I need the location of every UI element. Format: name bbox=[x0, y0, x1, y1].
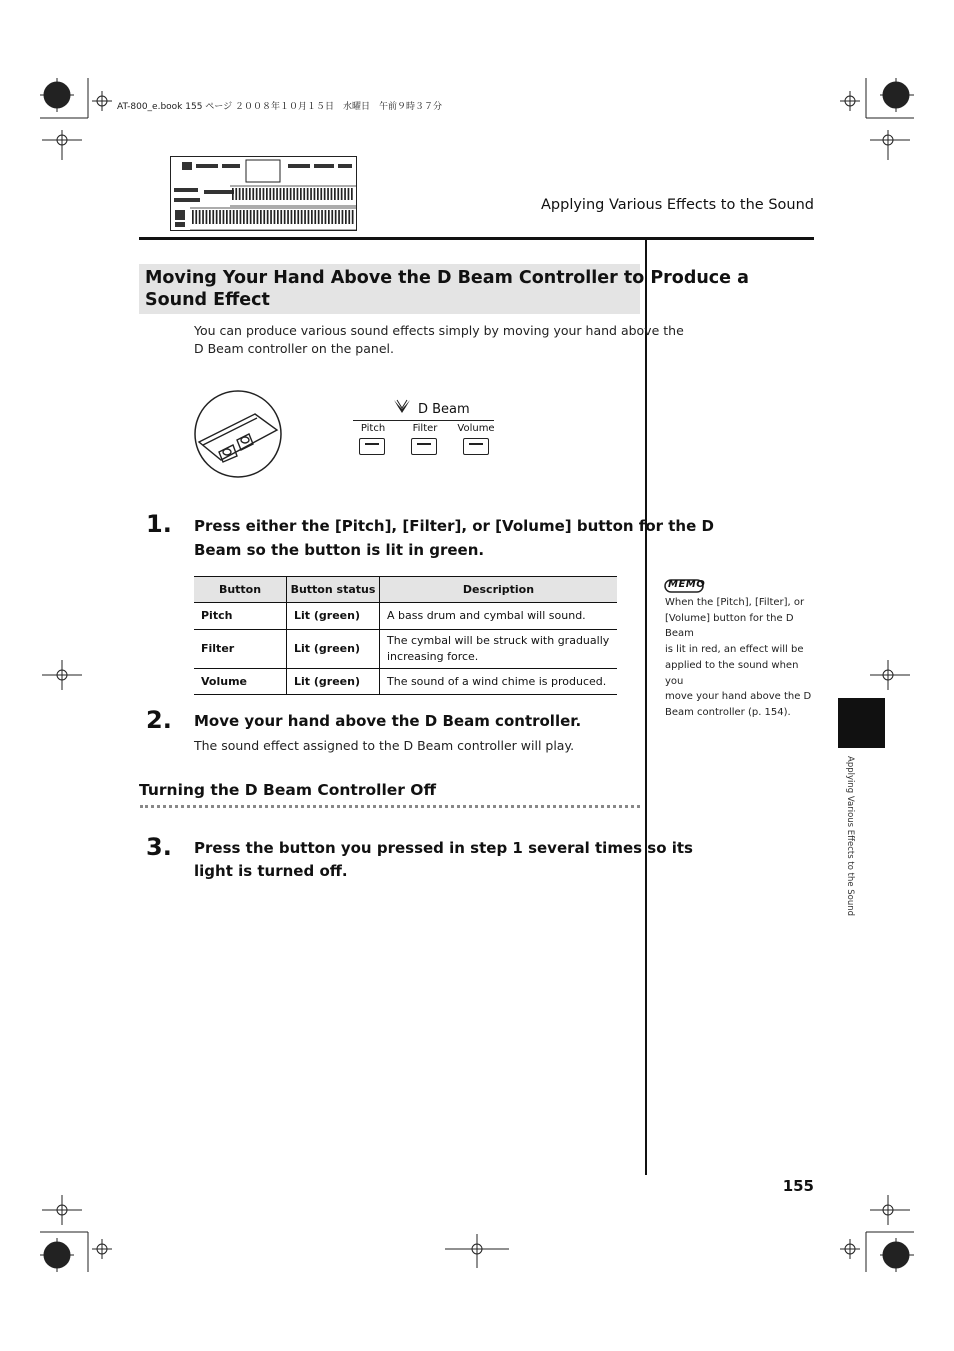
chapter-tab bbox=[838, 698, 885, 748]
dbeam-label-rule bbox=[353, 420, 494, 421]
button-status-table bbox=[194, 576, 617, 695]
dbeam-volume-button[interactable] bbox=[463, 438, 489, 455]
table-row bbox=[194, 630, 617, 669]
dbeam-filter-button[interactable] bbox=[411, 438, 437, 455]
dbeam-label: D Beam bbox=[418, 402, 470, 417]
section-heading-box bbox=[139, 264, 749, 314]
table-cell-status: Lit (green) bbox=[287, 669, 380, 695]
memo-line: Beam controller (p. 154). bbox=[665, 706, 791, 718]
dbeam-logo-icon bbox=[392, 399, 412, 414]
description-text: The sound of a wind chime is produced. bbox=[387, 674, 607, 688]
step-3-line2: light is turned off. bbox=[194, 862, 348, 880]
step-2-line1: Move your hand above the D Beam controller. bbox=[194, 712, 582, 730]
step-3-line1: Press the button you pressed in step 1 several times so its bbox=[194, 839, 693, 857]
table-header-button: Button bbox=[194, 577, 287, 603]
memo-body bbox=[665, 595, 813, 721]
table-cell-button: Volume bbox=[194, 669, 287, 695]
organ-panel-thumbnail bbox=[170, 156, 357, 231]
section-title-line1: Moving Your Hand Above the D Beam Controller to Produce a bbox=[145, 268, 749, 288]
memo-line: move your hand above the D bbox=[665, 691, 812, 703]
subsection-title: Turning the D Beam Controller Off bbox=[139, 781, 437, 799]
step-1-line1: Press either the [Pitch], [Filter], or [Volume] button for the D bbox=[194, 517, 714, 535]
dbeam-pitch-button[interactable] bbox=[359, 438, 385, 455]
step-1-line2: Beam so the button is lit in green. bbox=[194, 541, 485, 559]
step-2-number: 2. bbox=[146, 706, 172, 734]
intro-line1: You can produce various sound effects simply by moving your hand above the bbox=[194, 323, 684, 338]
table-row bbox=[194, 669, 617, 695]
description-text: A bass drum and cymbal will sound. bbox=[387, 609, 586, 622]
dbeam-sensor-illustration bbox=[193, 390, 285, 478]
table-cell-status: Lit (green) bbox=[287, 630, 380, 669]
dbeam-button-label-volume: Volume bbox=[457, 423, 495, 434]
table-cell-description bbox=[380, 669, 618, 695]
memo-line: is lit in red, an effect will be bbox=[665, 644, 804, 656]
table-cell-description bbox=[380, 630, 618, 669]
memo-label: MEMO bbox=[668, 579, 706, 590]
table-header-description: Description bbox=[380, 577, 618, 603]
header-title: Applying Various Effects to the Sound bbox=[541, 197, 814, 213]
page-number: 155 bbox=[782, 1177, 814, 1195]
description-text-line1: The cymbal will be struck with gradually bbox=[387, 634, 610, 647]
section-title-line2: Sound Effect bbox=[145, 290, 270, 310]
memo-line: [Volume] button for the D Beam bbox=[665, 612, 794, 640]
print-slug: AT-800_e.book 155 ページ ２００８年１０月１５日 水曜日 午前９時３７分 bbox=[117, 102, 442, 112]
description-text-line2: increasing force. bbox=[387, 650, 479, 663]
table-header-status: Button status bbox=[287, 577, 380, 603]
column-divider bbox=[645, 240, 647, 1175]
step-3-number: 3. bbox=[146, 833, 172, 861]
side-tab-text: Applying Various Effects to the Sound bbox=[845, 756, 855, 917]
header-rule bbox=[139, 237, 814, 240]
dbeam-button-label-pitch: Pitch bbox=[360, 423, 386, 434]
memo-line: When the [Pitch], [Filter], or bbox=[665, 597, 805, 608]
table-cell-status: Lit (green) bbox=[287, 603, 380, 630]
memo-line: applied to the sound when you bbox=[665, 659, 799, 687]
intro-line2: D Beam controller on the panel. bbox=[194, 341, 394, 356]
dotted-rule bbox=[140, 805, 640, 808]
table-header-row bbox=[194, 577, 617, 603]
table-cell-button: Pitch bbox=[194, 603, 287, 630]
step-2-description: The sound effect assigned to the D Beam controller will play. bbox=[194, 738, 575, 753]
dbeam-button-label-filter: Filter bbox=[412, 423, 438, 434]
table-row bbox=[194, 603, 617, 630]
table-cell-description bbox=[380, 603, 618, 630]
table-cell-button: Filter bbox=[194, 630, 287, 669]
step-1-number: 1. bbox=[146, 510, 172, 538]
